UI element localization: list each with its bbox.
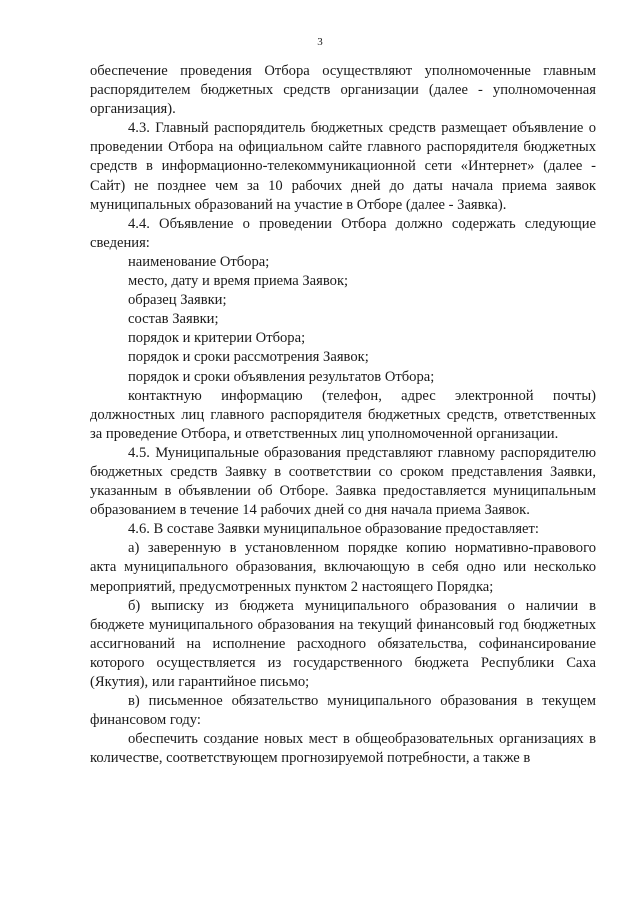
paragraph: 4.3. Главный распорядитель бюджетных средств размещает объявление о проведении Отбора на официальном сайте главного распорядителя бюджетных средств в информационно-телекоммуникационной сети «Интернет» (далее - Сайт) не позднее чем за 10 рабочих дней до даты начала приема заявок муниципальных образований на участие в Отборе (далее - Заявка).	[90, 120, 596, 213]
list-item: состав Заявки;	[128, 311, 219, 328]
paragraph: обеспечить создание новых мест в общеобразовательных организациях в количестве, соответствующем прогнозируемой потребности, а также в	[90, 731, 596, 767]
paragraph: обеспечение проведения Отбора осуществляют уполномоченные главным распорядителем бюджетных средств организации (далее - уполномоченная организация).	[90, 63, 596, 118]
list-item: образец Заявки;	[128, 292, 227, 309]
paragraph: 4.5. Муниципальные образования представляют главному распорядителю бюджетных средств Заявку в соответствии со сроком представления Заявки, указанным в объявлении об Отборе. Заявка предоставляется муниципальным образованием в течение 14 рабочих дней со дня начала приема Заявок.	[90, 444, 596, 519]
paragraph: б) выписку из бюджета муниципального образования о наличии в бюджете муниципального образования на текущий финансовый год бюджетных ассигнований на исполнение расходного обязательства, софинансирование которого осуществляется из государственного бюджета Республики Саха (Якутия), или гарантийное письмо;	[90, 597, 596, 690]
paragraph: в) письменное обязательство муниципального образования в текущем финансовом году:	[90, 693, 596, 729]
list-item: место, дату и время приема Заявок;	[128, 273, 349, 290]
paragraph: контактную информацию (телефон, адрес электронной почты) должностных лиц главного распорядителя бюджетных средств, ответственных за проведение Отбора, и ответственных лиц уполномоченной организации.	[90, 387, 596, 442]
paragraph: 4.4. Объявление о проведении Отбора должно содержать следующие сведения:	[90, 215, 596, 251]
list-item: наименование Отбора;	[128, 253, 270, 270]
list-item: порядок и сроки рассмотрения Заявок;	[128, 349, 369, 366]
page-number: 3	[317, 36, 323, 48]
list-item: порядок и критерии Отбора;	[128, 330, 306, 347]
list-item: порядок и сроки объявления результатов Отбора;	[128, 368, 435, 385]
paragraph: 4.6. В составе Заявки муниципальное образование предоставляет:	[128, 521, 539, 538]
paragraph: а) заверенную в установленном порядке копию нормативно-правового акта муниципального образования, включающую в себя одно или несколько мероприятий, предусмотренных пунктом 2 настоящего Порядка;	[90, 540, 596, 595]
document-body	[90, 62, 596, 768]
